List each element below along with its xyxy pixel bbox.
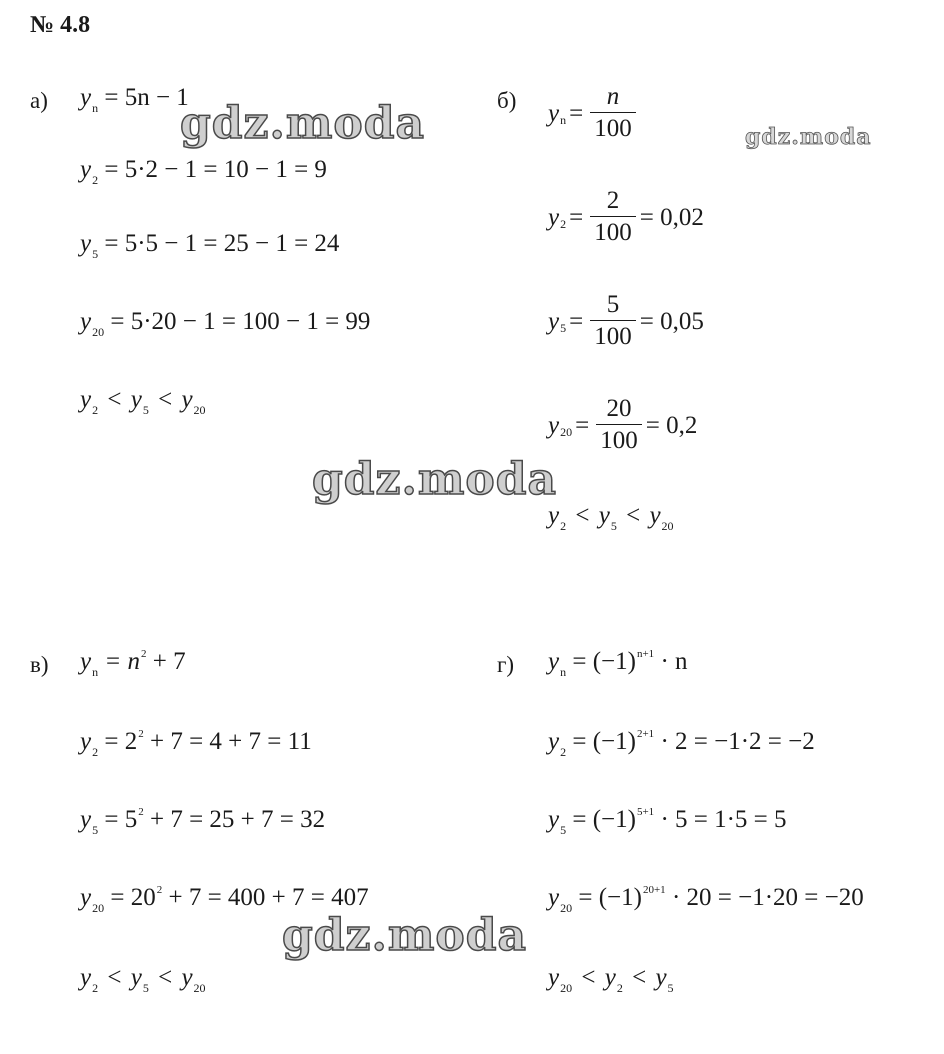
part-v-formula: $y_n = n^2 + 7$: [80, 648, 186, 679]
watermark-3: gdz.moda: [312, 454, 558, 505]
part-a-y5: $y_5 = 5\cdot 5 - 1 = 25 - 1 = 24$: [80, 230, 340, 261]
part-b-y5: y 5 = $\frac{5}{100}$ = 0,05: [548, 290, 704, 353]
exercise-title: № 4.8: [30, 12, 91, 38]
part-g-order: $y_{20} < y_2 < y_5$: [548, 964, 674, 995]
part-a-order: $y_2 < y_5 < y_{20}$: [80, 386, 206, 417]
part-v-order: $y_2 < y_5 < y_{20}$: [80, 964, 206, 995]
part-a-formula: $y_n = 5n - 1$: [80, 84, 189, 115]
part-a-y2: $y_2 = 5\cdot 2 - 1 = 10 - 1 = 9$: [80, 156, 327, 187]
part-g-label: г): [497, 652, 515, 677]
part-v-y5: $y_5 = 5^2 + 7 = 25 + 7 = 32$: [80, 806, 326, 837]
part-b-order: $y_2 < y_5 < y_{20}$: [548, 502, 674, 533]
part-g-y5: $y_5 = (-1)^{5+1} \cdot 5 = 1\cdot 5 = 5$: [548, 806, 787, 837]
part-v-y2: $y_2 = 2^2 + 7 = 4 + 7 = 11$: [80, 728, 312, 759]
part-b-y2: y 2 = $\frac{2}{100}$ = 0,02: [548, 186, 704, 249]
part-v-y20: $y_{20} = 20^2 + 7 = 400 + 7 = 407$: [80, 884, 369, 915]
part-b-y20: y 20 = $\frac{20}{100}$ = 0,2: [548, 394, 697, 457]
part-b-label: б): [497, 88, 517, 113]
part-v-label: в): [30, 652, 49, 677]
watermark-2: gdz.moda: [745, 124, 872, 150]
part-a-y20: $y_{20} = 5\cdot 20 - 1 = 100 - 1 = 99$: [80, 308, 371, 339]
part-g-y2: $y_2 = (-1)^{2+1} \cdot 2 = -1\cdot 2 = -2$: [548, 728, 815, 759]
watermark-4: gdz.moda: [282, 910, 528, 961]
watermark-1: gdz.moda: [180, 98, 426, 149]
part-g-y20: $y_{20} = (-1)^{20+1} \cdot 20 = -1\cdot 20 = -20$: [548, 884, 864, 915]
part-b-formula: y n = $\frac{n}{100}$: [548, 82, 640, 145]
part-a-label: а): [30, 88, 48, 113]
part-g-formula: $y_n = (-1)^{n+1} \cdot n$: [548, 648, 688, 679]
